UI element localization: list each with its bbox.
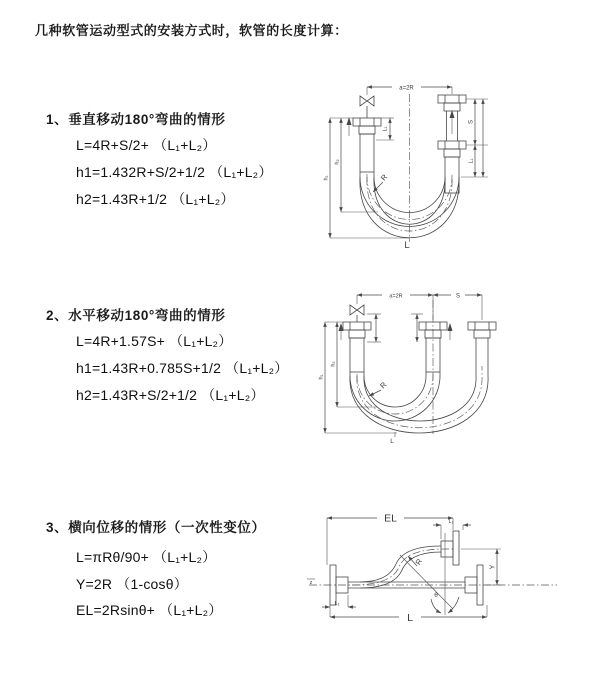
section-1-heading: 1、垂直移动180°弯曲的情形 xyxy=(46,112,226,127)
section-1-formula-h1: h1=1.432R+S/2+1/2 （L₁+L₂） xyxy=(76,164,273,180)
dim-s-right xyxy=(461,99,488,177)
diagram-lateral-displacement xyxy=(305,503,600,630)
dim-label-l1-left: L₁ xyxy=(382,126,389,132)
dim-label-span: a=2R xyxy=(399,85,414,92)
section-2-heading: 2、水平移动180°弯曲的情形 xyxy=(46,308,226,323)
page-title: 几种软管运动型式的安装方式时，软管的长度计算： xyxy=(35,23,348,38)
radius-callout xyxy=(369,380,389,396)
dim-fitting-arrows xyxy=(367,314,423,342)
dim-l1-left xyxy=(376,118,394,140)
diagram-horizontal-180-bend xyxy=(315,284,510,446)
dim-span-2r xyxy=(367,86,452,96)
dim-el xyxy=(327,513,453,566)
dim-label-h1: h₁ xyxy=(323,175,330,181)
dim-label-r: R xyxy=(378,172,390,183)
dim-h-left xyxy=(324,118,410,238)
section-1-formula-h2: h2=1.43R+1/2 （L₁+L₂） xyxy=(76,191,235,207)
dim-label-s: S xyxy=(468,119,475,125)
svg-text:z: z xyxy=(309,580,313,586)
section-2-formula-h2: h2=1.43R+S/2+1/2 （L₁+L₂） xyxy=(76,387,265,403)
dim-label-l1-top: L₁ xyxy=(448,519,454,525)
dim-l1-top xyxy=(433,519,471,539)
dim-label-s: S xyxy=(455,293,461,300)
section-3-formula-Y: Y=2R （1-cosθ） xyxy=(76,576,188,592)
dim-label-l: L xyxy=(390,438,394,445)
radius-callout xyxy=(373,172,390,192)
hose-u-bend xyxy=(350,364,488,433)
dim-label-l1-right: L₁ xyxy=(468,158,475,164)
dim-label-r: R xyxy=(378,380,389,391)
dim-label-h2: h₂ xyxy=(330,361,337,367)
middle-pipe-assembly xyxy=(419,322,453,372)
dim-label-l1-left: L₁ xyxy=(334,601,340,607)
dim-label-y: Y xyxy=(489,564,497,570)
dim-label-h2: h₂ xyxy=(334,159,341,165)
section-2-formula-h1: h1=1.43R+0.785S+1/2 （L₁+L₂） xyxy=(76,360,289,376)
dim-l xyxy=(330,605,487,624)
dim-l1-left xyxy=(322,595,356,607)
dim-label-span: a=2R xyxy=(389,293,403,300)
valve-icon xyxy=(360,96,374,118)
upper-right-flange xyxy=(441,531,459,565)
diagram-vertical-180-bend xyxy=(320,78,505,250)
radius-callout xyxy=(408,556,424,566)
section-3-formula-L: L=πRθ/90+ （L₁+L₂） xyxy=(76,549,217,565)
dim-y xyxy=(461,549,501,585)
valve-icon xyxy=(350,305,364,322)
left-pipe-assembly xyxy=(347,117,382,172)
section-1-formula-L: L=4R+S/2+ （L₁+L₂） xyxy=(76,137,217,153)
dim-label-r: R xyxy=(413,557,425,567)
dim-h-left xyxy=(319,322,398,433)
dim-label-l: L xyxy=(407,612,413,624)
section-3-heading: 3、横向位移的情形（一次性变位） xyxy=(46,520,266,535)
section-3-formula-EL: EL=2Rsinθ+ （L₁+L₂） xyxy=(76,602,223,618)
angle-construction xyxy=(400,533,459,615)
right-pipe-assembly xyxy=(468,322,496,364)
dim-label-el: EL xyxy=(384,512,397,525)
dim-label-h1: h₁ xyxy=(318,374,325,380)
dim-label-l: L xyxy=(404,240,410,251)
section-2-formula-L: L=4R+1.57S+ （L₁+L₂） xyxy=(76,333,233,349)
left-pipe-assembly xyxy=(339,322,372,372)
dim-label-theta: θ xyxy=(434,592,438,599)
